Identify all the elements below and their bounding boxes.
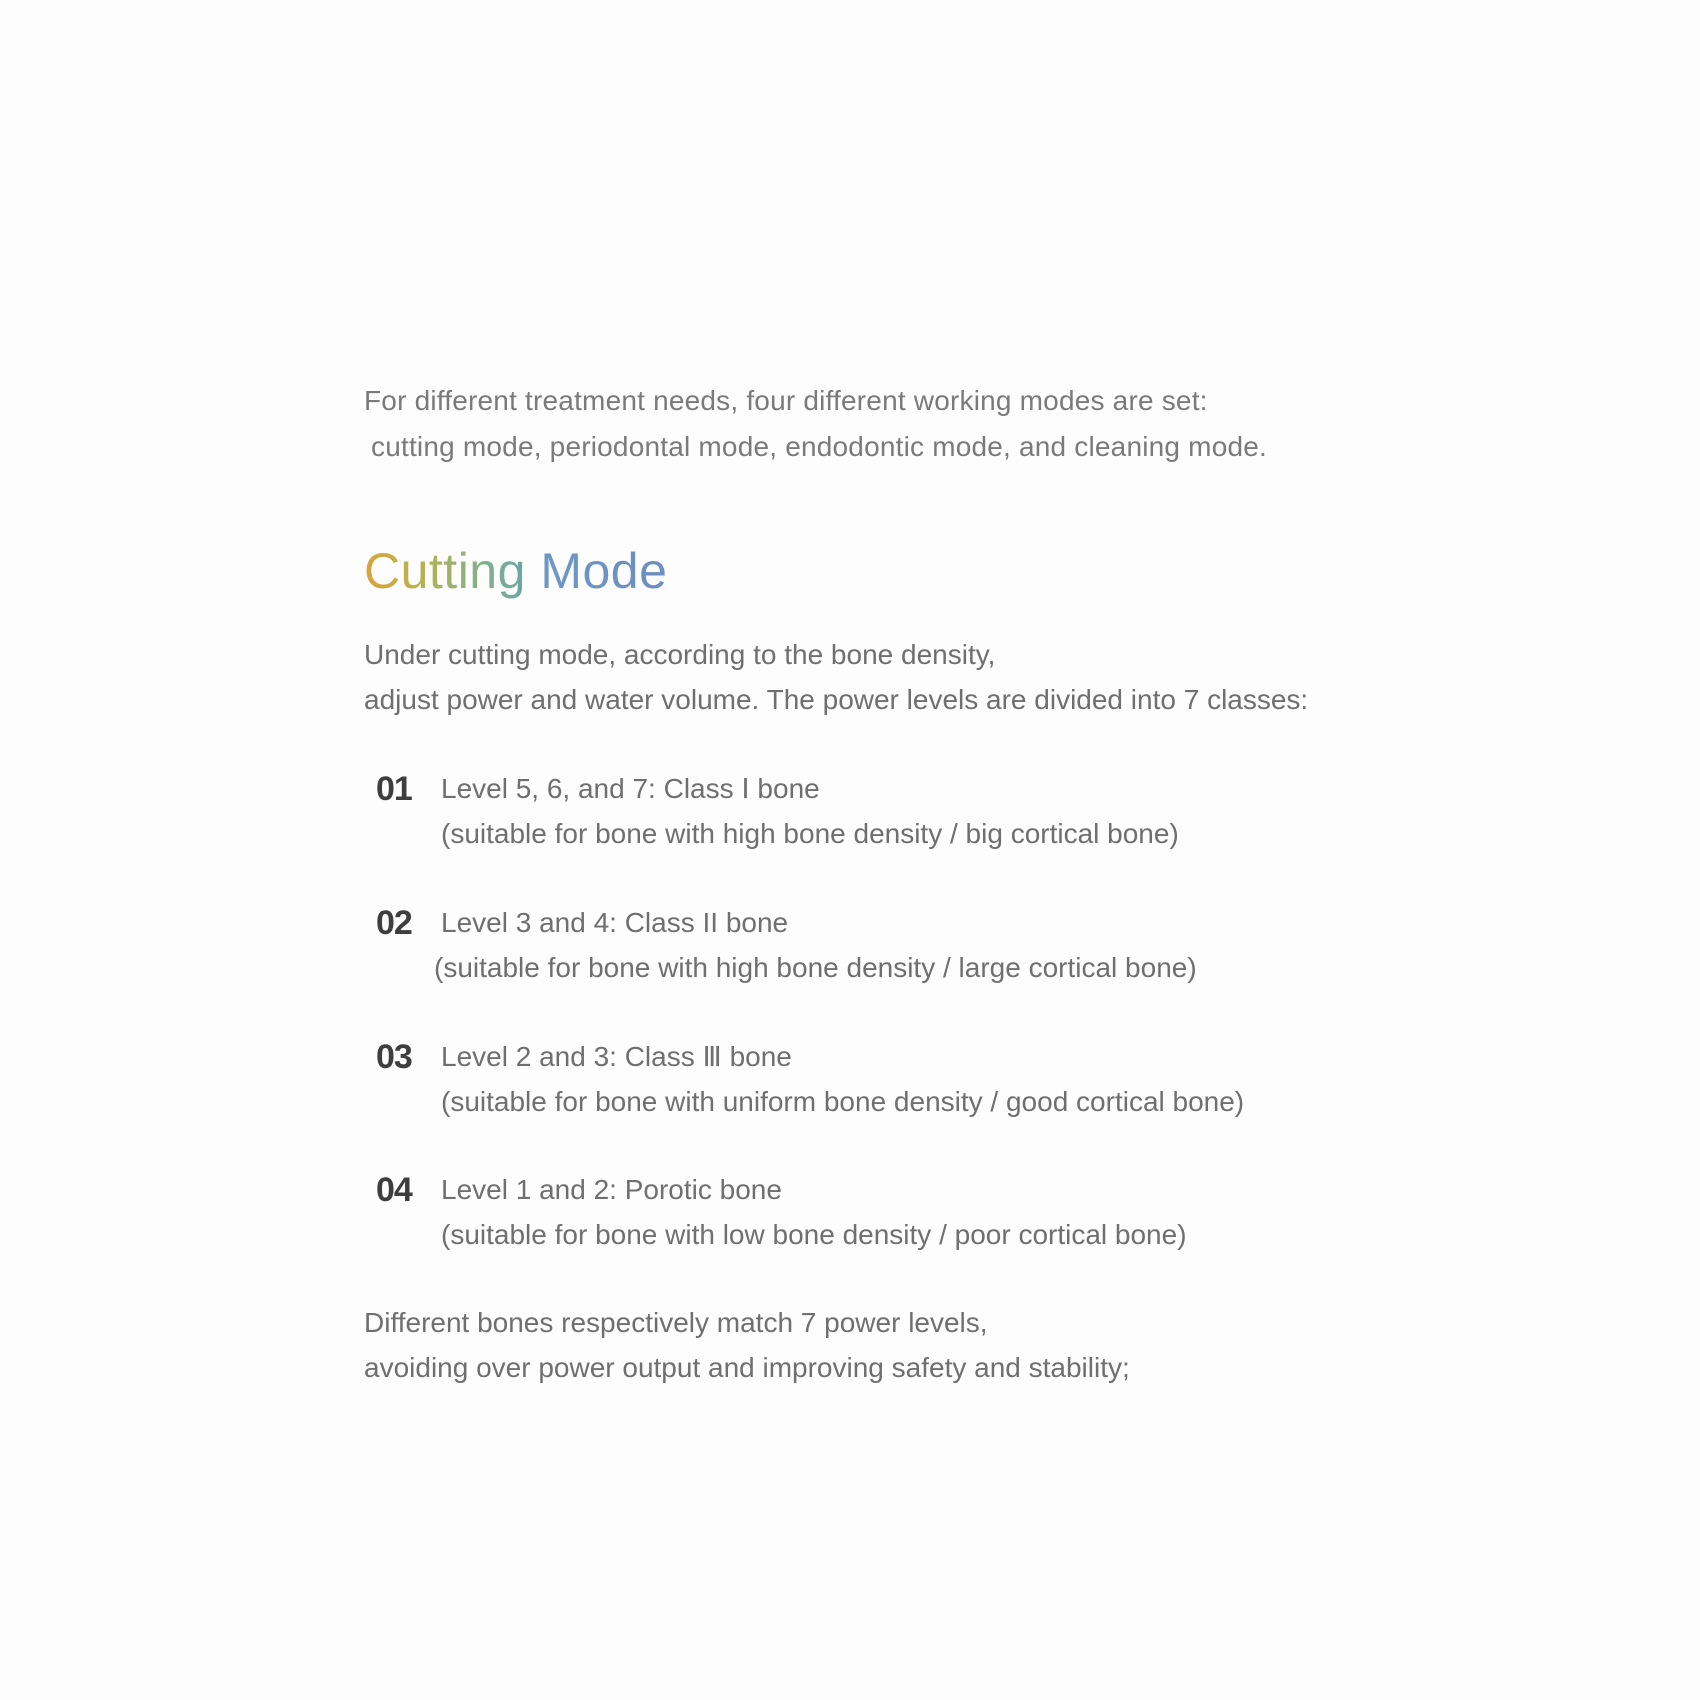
intro-line-1: For different treatment needs, four different working modes are set:	[364, 385, 1208, 416]
item-number: 04	[376, 1171, 412, 1209]
section-description	[364, 632, 1308, 722]
item-heading: Level 3 and 4: Class II bone	[441, 907, 789, 938]
item-heading: Level 2 and 3: Class Ⅲ bone	[441, 1041, 792, 1072]
item-detail: (suitable for bone with uniform bone density / good cortical bone)	[441, 1086, 1245, 1117]
item-number: 03	[376, 1038, 412, 1076]
intro-line-2: cutting mode, periodontal mode, endodontic mode, and cleaning mode.	[371, 431, 1267, 462]
section-title	[364, 540, 667, 602]
item-detail: (suitable for bone with low bone density / poor cortical bone)	[441, 1219, 1187, 1250]
description-line-1: Under cutting mode, according to the bone density,	[364, 639, 996, 670]
closing-paragraph	[364, 1300, 1130, 1390]
intro-paragraph	[364, 378, 1267, 470]
description-line-2: adjust power and water volume. The power levels are divided into 7 classes:	[364, 684, 1309, 715]
closing-line-1: Different bones respectively match 7 power levels,	[364, 1307, 988, 1338]
section-title-word-1: Cutting	[364, 543, 526, 599]
section-title-word-2: Mode	[540, 543, 668, 599]
item-heading: Level 1 and 2: Porotic bone	[441, 1174, 782, 1205]
item-detail: (suitable for bone with high bone density / big cortical bone)	[441, 818, 1179, 849]
closing-line-2: avoiding over power output and improving safety and stability;	[364, 1352, 1130, 1383]
item-number: 02	[376, 904, 412, 942]
item-heading: Level 5, 6, and 7: Class Ⅰ bone	[441, 773, 820, 804]
item-detail: (suitable for bone with high bone density / large cortical bone)	[434, 952, 1197, 983]
item-number: 01	[376, 770, 412, 808]
